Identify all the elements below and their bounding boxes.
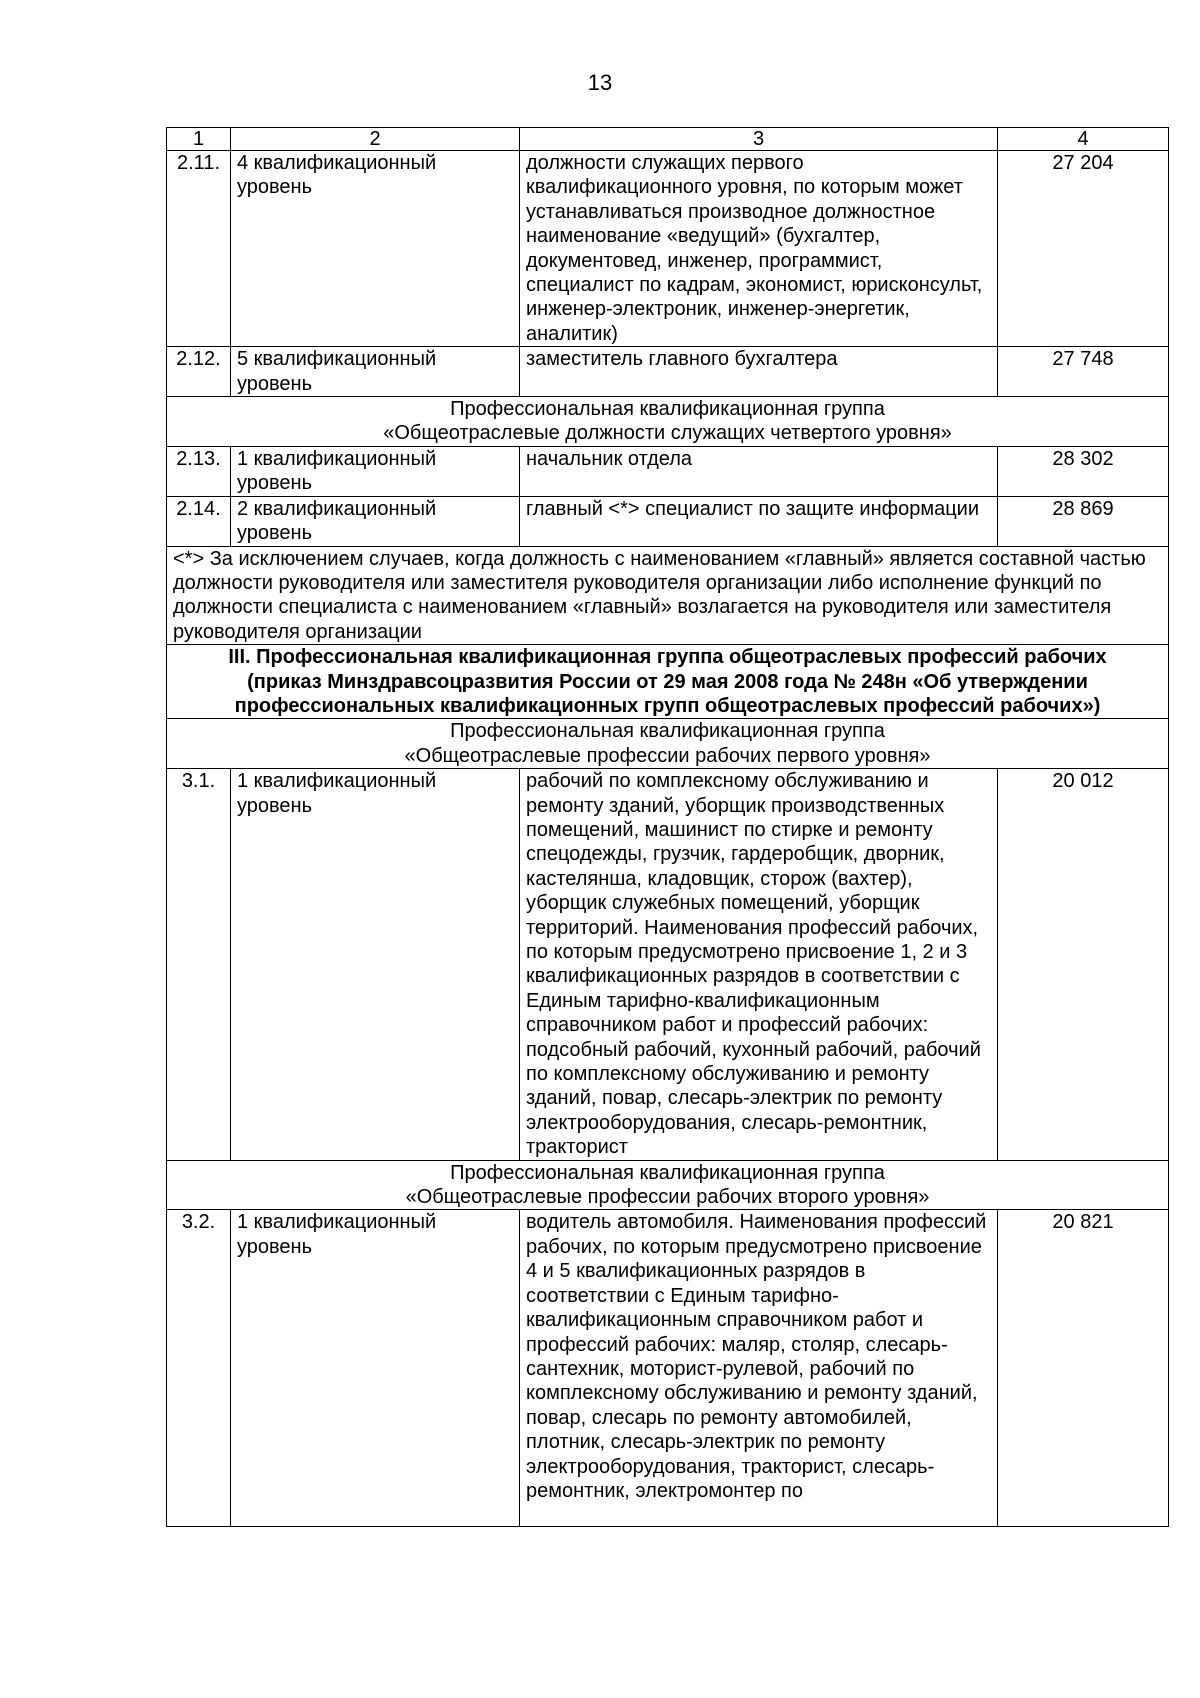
group-heading	[167, 719, 1169, 769]
group-heading-line: Профессиональная квалификационная группа	[450, 398, 885, 421]
table-row	[167, 1210, 1169, 1527]
table-row	[167, 769, 1169, 1161]
qualification-level: 5 квалификационный уровень	[231, 347, 520, 397]
salary-value: 27 204	[998, 151, 1169, 347]
group-heading-row	[167, 397, 1169, 447]
row-number: 2.12.	[167, 347, 231, 397]
qualification-table	[166, 127, 1169, 1527]
row-number: 2.11.	[167, 151, 231, 347]
group-heading-line: Профессиональная квалификационная группа	[450, 720, 885, 743]
column-header-3: 3	[520, 128, 998, 151]
table-row	[167, 446, 1169, 496]
position-description: водитель автомобиля. Наименования профессий рабочих, по которым предусмотрено присвоение 4 и 5 квалификационных разрядов в соответствии с Единым тарифно-квалификационным справочником работ и профессий рабочих: маляр, столяр, слесарь-сантехник, моторист-рулевой, рабочий по комплексному обслуживанию и ремонту зданий, повар, слесарь по ремонту автомобилей, плотник, слесарь-электрик по ремонту электрооборудования, тракторист, слесарь-ремонтник, электромонтер по	[520, 1210, 998, 1527]
salary-value: 20 821	[998, 1210, 1169, 1527]
group-heading	[167, 397, 1169, 447]
table-row	[167, 347, 1169, 397]
salary-value: 28 302	[998, 446, 1169, 496]
position-description: должности служащих первого квалификационного уровня, по которым может устанавливаться производное должностное наименование «ведущий» (бухгалтер, документовед, инженер, программист, специалист по кадрам, экономист, юрисконсульт, инженер-электроник, инженер-энергетик, аналитик)	[520, 151, 998, 347]
footnote-row	[167, 546, 1169, 645]
qualification-level: 1 квалификационный уровень	[231, 1210, 520, 1527]
position-description: заместитель главного бухгалтера	[520, 347, 998, 397]
footnote: <*> За исключением случаев, когда должность с наименованием «главный» является составной частью должности руководителя или заместителя руководителя организации либо исполнение функций по должности специалиста с наименованием «главный» возлагается на руководителя или заместителя руководителя организации	[167, 546, 1169, 645]
group-heading-row	[167, 719, 1169, 769]
salary-value: 20 012	[998, 769, 1169, 1161]
column-header-1: 1	[167, 128, 231, 151]
row-number: 2.13.	[167, 446, 231, 496]
qualification-level: 1 квалификационный уровень	[231, 446, 520, 496]
section-heading-line: III. Профессиональная квалификационная группа общеотраслевых профессий рабочих	[228, 646, 1107, 669]
row-number: 2.14.	[167, 496, 231, 546]
salary-value: 28 869	[998, 496, 1169, 546]
position-description: рабочий по комплексному обслуживанию и ремонту зданий, уборщик производственных помещений, машинист по стирке и ремонту спецодежды, грузчик, гардеробщик, дворник, кастелянша, кладовщик, сторож (вахтер), уборщик служебных помещений, уборщик территорий. Наименования профессий рабочих, по которым предусмотрено присвоение 1, 2 и 3 квалификационных разрядов в соответствии с Единым тарифно-квалификационным справочником работ и профессий рабочих: подсобный рабочий, кухонный рабочий, рабочий по комплексному обслуживанию и ремонту зданий, повар, слесарь-электрик по ремонту электрооборудования, слесарь-ремонтник, тракторист	[520, 769, 998, 1161]
group-heading-line: «Общеотраслевые должности служащих четвертого уровня»	[383, 422, 952, 445]
qualification-level: 4 квалификационный уровень	[231, 151, 520, 347]
group-heading-line: «Общеотраслевые профессии рабочих первого уровня»	[404, 744, 931, 767]
group-heading-line: Профессиональная квалификационная группа	[450, 1161, 885, 1184]
table-row	[167, 496, 1169, 546]
table-row	[167, 151, 1169, 347]
section-heading-line: (приказ Минздравсоцразвития России от 29 мая 2008 года № 248н «Об утверждении	[247, 670, 1088, 693]
section-heading-row	[167, 645, 1169, 719]
group-heading	[167, 1160, 1169, 1210]
qualification-level: 2 квалификационный уровень	[231, 496, 520, 546]
row-number: 3.1.	[167, 769, 231, 1161]
qualification-level: 1 квалификационный уровень	[231, 769, 520, 1161]
section-heading	[167, 645, 1169, 719]
column-header-2: 2	[231, 128, 520, 151]
section-heading-line: профессиональных квалификационных групп общеотраслевых профессий рабочих»)	[234, 694, 1101, 717]
table-header-row	[167, 128, 1169, 151]
position-description: начальник отдела	[520, 446, 998, 496]
position-description: главный <*> специалист по защите информации	[520, 496, 998, 546]
group-heading-line: «Общеотраслевые профессии рабочих второго уровня»	[405, 1186, 930, 1209]
page-number: 13	[587, 70, 613, 95]
column-header-4: 4	[998, 128, 1169, 151]
row-number: 3.2.	[167, 1210, 231, 1527]
salary-value: 27 748	[998, 347, 1169, 397]
group-heading-row	[167, 1160, 1169, 1210]
